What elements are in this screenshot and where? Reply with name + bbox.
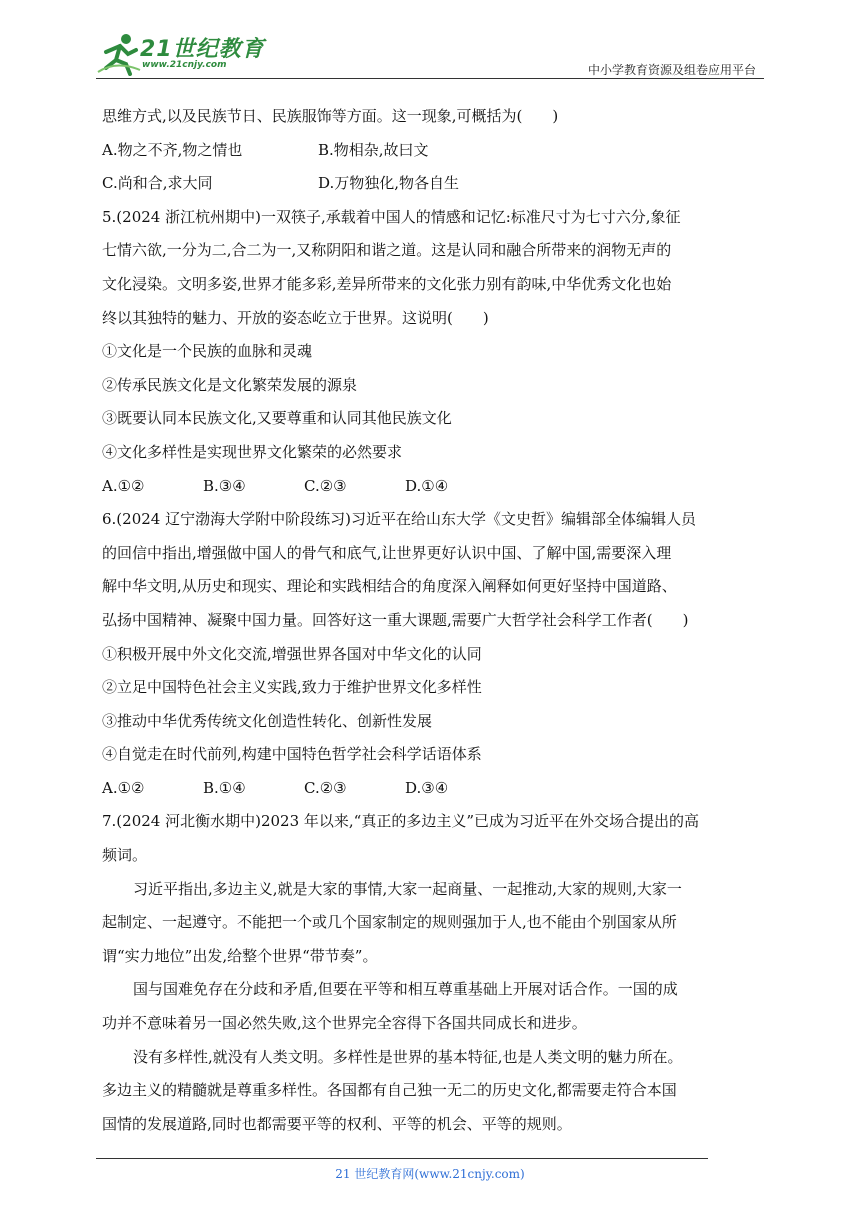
q7-line: 频词。	[102, 846, 148, 865]
q6-option-d: D.③④	[405, 778, 449, 797]
q6-item-2: ②立足中国特色社会主义实践,致力于维护世界文化多样性	[102, 678, 482, 697]
site-logo	[96, 30, 266, 78]
q6-line: 的回信中指出,增强做中国人的骨气和底气,让世界更好认识中国、了解中国,需要深入理	[102, 543, 672, 562]
q5-line: 七情六欲,一分为二,合二为一,又称阴阳和谐之道。这是认同和融合所带来的润物无声的	[102, 241, 672, 260]
q7-para3-line: 没有多样性,就没有人类文明。多样性是世界的基本特征,也是人类文明的魅力所在。	[133, 1047, 683, 1066]
q7-para1-line: 习近平指出,多边主义,就是大家的事情,大家一起商量、一起推动,大家的规则,大家一	[133, 879, 682, 898]
runner-logo-icon	[96, 30, 142, 76]
q6-item-3: ③推动中华优秀传统文化创造性转化、创新性发展	[102, 711, 433, 730]
q5-line: 终以其独特的魅力、开放的姿态屹立于世界。这说明( )	[102, 308, 489, 327]
page-footer: 21 世纪教育网(www.21cnjy.com)	[335, 1167, 525, 1181]
logo-text: 21世纪教育	[140, 37, 265, 62]
q7-para3-line: 多边主义的精髓就是尊重多样性。各国都有自己独一无二的历史文化,都需要走符合本国	[102, 1081, 677, 1100]
q6-options	[102, 772, 764, 806]
q7-para3-line: 国情的发展道路,同时也都需要平等的权利、平等的机会、平等的规则。	[102, 1114, 572, 1133]
q5-option-d: D.①④	[405, 476, 449, 495]
q4-options-row-1	[102, 134, 764, 168]
footer-divider	[96, 1158, 708, 1159]
q5-line: 5.(2024 浙江杭州期中)一双筷子,承载着中国人的情感和记忆:标准尺寸为七寸六分,象征	[102, 207, 681, 226]
q5-item-4: ④文化多样性是实现世界文化繁荣的必然要求	[102, 442, 403, 461]
document-body	[102, 100, 764, 1141]
q5-option-b: B.③④	[203, 476, 246, 495]
q6-line: 弘扬中国精神、凝聚中国力量。回答好这一重大课题,需要广大哲学社会科学工作者( )	[102, 610, 689, 629]
q5-option-c: C.②③	[304, 476, 347, 495]
q6-option-b: B.①④	[203, 778, 246, 797]
q7-para1-line: 起制定、一起遵守。不能把一个或几个国家制定的规则强加于人,也不能由个别国家从所	[102, 913, 677, 932]
q5-line: 文化浸染。文明多姿,世界才能多彩,差异所带来的文化张力别有韵味,中华优秀文化也始	[102, 274, 672, 293]
header-divider	[96, 78, 764, 79]
q7-para2-line: 功并不意味着另一国必然失败,这个世界完全容得下各国共同成长和进步。	[102, 1014, 587, 1033]
q4-option-b: B.物相杂,故曰文	[318, 140, 429, 159]
q5-item-2: ②传承民族文化是文化繁荣发展的源泉	[102, 375, 358, 394]
q4-tail: 思维方式,以及民族节日、民族服饰等方面。这一现象,可概括为( )	[102, 107, 559, 125]
q4-option-d: D.万物独化,物各自生	[318, 174, 460, 193]
q6-option-c: C.②③	[304, 778, 347, 797]
q5-item-1: ①文化是一个民族的血脉和灵魂	[102, 342, 313, 361]
platform-name: 中小学教育资源及组卷应用平台	[587, 63, 756, 77]
q7-para1-line: 谓“实力地位”出发,给整个世界“带节奏”。	[102, 946, 378, 965]
q4-option-c: C.尚和合,求大同	[102, 174, 213, 193]
q6-item-1: ①积极开展中外文化交流,增强世界各国对中华文化的认同	[102, 644, 482, 663]
q5-item-3: ③既要认同本民族文化,又要尊重和认同其他民族文化	[102, 409, 452, 428]
page-header	[96, 30, 764, 80]
q6-option-a: A.①②	[102, 778, 145, 797]
q4-option-a: A.物之不齐,物之情也	[102, 140, 243, 159]
q7-para2-line: 国与国难免存在分歧和矛盾,但要在平等和相互尊重基础上开展对话合作。一国的成	[133, 980, 678, 999]
q4-options-row-2	[102, 167, 764, 201]
q6-item-4: ④自觉走在时代前列,构建中国特色哲学社会科学话语体系	[102, 745, 482, 764]
q6-line: 解中华文明,从历史和现实、理论和实践相结合的角度深入阐释如何更好坚持中国道路、	[102, 577, 677, 596]
q5-options	[102, 470, 764, 504]
q5-option-a: A.①②	[102, 476, 145, 495]
q6-line: 6.(2024 辽宁渤海大学附中阶段练习)习近平在给山东大学《文史哲》编辑部全体编辑人员	[102, 510, 696, 529]
logo-url: www.21cnjy.com	[142, 60, 227, 70]
q7-line: 7.(2024 河北衡水期中)2023 年以来,“真正的多边主义”已成为习近平在外交场合提出的高	[102, 812, 700, 831]
